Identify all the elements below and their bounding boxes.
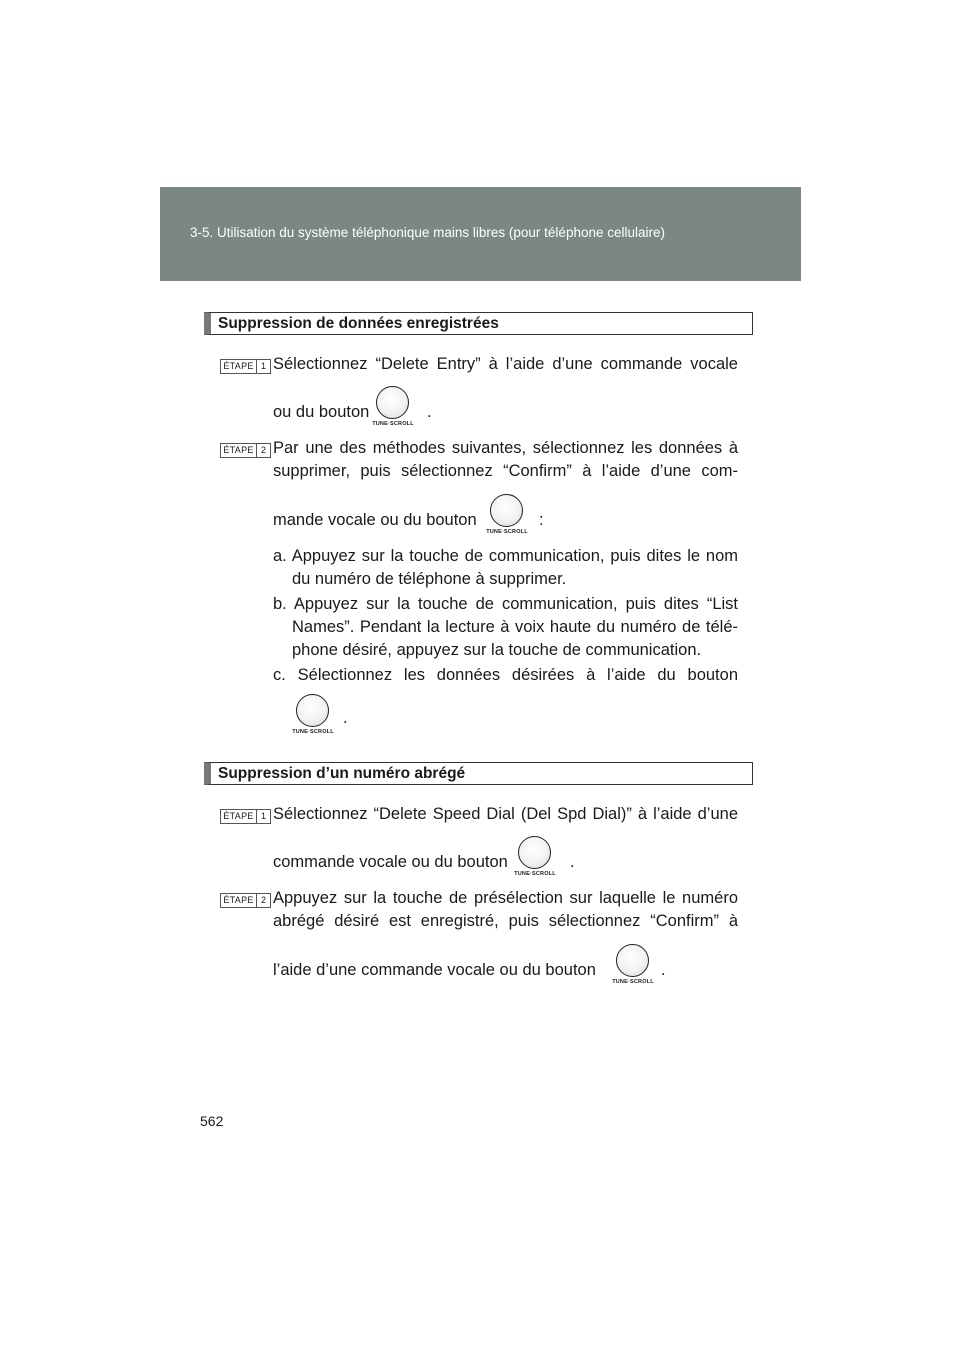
step-badge-number: 1 [260, 361, 266, 371]
step-text: Sélectionnez “Delete Entry” à l’aide d’une commande vocale [273, 355, 738, 373]
step-text: ou du bouton [273, 403, 370, 421]
step-badge-label: ÉTAPE [221, 444, 257, 457]
step-text-end: : [539, 511, 544, 529]
step-badge-number: 2 [260, 445, 266, 455]
tune-scroll-knob-icon: TUNE·SCROLL [290, 694, 336, 740]
step-text-end: . [570, 853, 575, 871]
step-text: l’aide d’une commande vocale ou du bouton [273, 961, 596, 979]
sub-item-a: a. Appuyez sur la touche de communication, puis dites le nom du numéro de téléphone à supprimer. [273, 547, 738, 588]
chapter-title: 3-5. Utilisation du système téléphonique mains libres (pour téléphone cellulaire) [190, 225, 666, 240]
section-title-delete-speed-dial: Suppression d’un numéro abrégé [204, 762, 753, 785]
step-badge-number: 2 [260, 895, 266, 905]
step-badge [220, 809, 271, 824]
page-number: 562 [200, 1113, 224, 1129]
sub-item-b: b. Appuyez sur la touche de communication, puis dites “List Names”. Pendant la lecture à voix haute du numéro de télé-phone désiré, appuyez sur la touche de communication. [273, 595, 738, 659]
sub-item-c: c. Sélectionnez les données désirées à l’aide du bouton [273, 666, 738, 684]
sub-item-c-end: . [343, 709, 348, 727]
step-badge [220, 893, 271, 908]
step-badge-label: ÉTAPE [221, 894, 257, 907]
step-text: Sélectionnez “Delete Speed Dial (Del Spd Dial)” à l’aide d’une [273, 805, 738, 823]
step-text: commande vocale ou du bouton [273, 853, 508, 871]
section-title-delete-entry: Suppression de données enregistrées [204, 312, 753, 335]
step-text: abrégé désiré est enregistré, puis sélectionnez “Confirm” à [273, 912, 738, 930]
step-text-end: . [427, 403, 432, 421]
tune-scroll-knob-icon: TUNE·SCROLL [610, 944, 656, 990]
tune-scroll-knob-icon: TUNE·SCROLL [512, 836, 558, 882]
step-text: Par une des méthodes suivantes, sélectionnez les données à [273, 439, 738, 457]
step-text: mande vocale ou du bouton [273, 511, 477, 529]
step-text: Appuyez sur la touche de présélection sur laquelle le numéro [273, 889, 738, 907]
tune-scroll-knob-icon: TUNE·SCROLL [484, 494, 530, 540]
step-badge-number: 1 [260, 811, 266, 821]
chapter-header [160, 187, 801, 281]
tune-scroll-knob-icon: TUNE·SCROLL [370, 386, 416, 432]
step-badge-label: ÉTAPE [221, 810, 257, 823]
step-badge-label: ÉTAPE [221, 360, 257, 373]
step-badge [220, 443, 271, 458]
step-text: supprimer, puis sélectionnez “Confirm” à l’aide d’une com- [273, 462, 738, 480]
step-text-end: . [661, 961, 666, 979]
step-badge [220, 359, 271, 374]
